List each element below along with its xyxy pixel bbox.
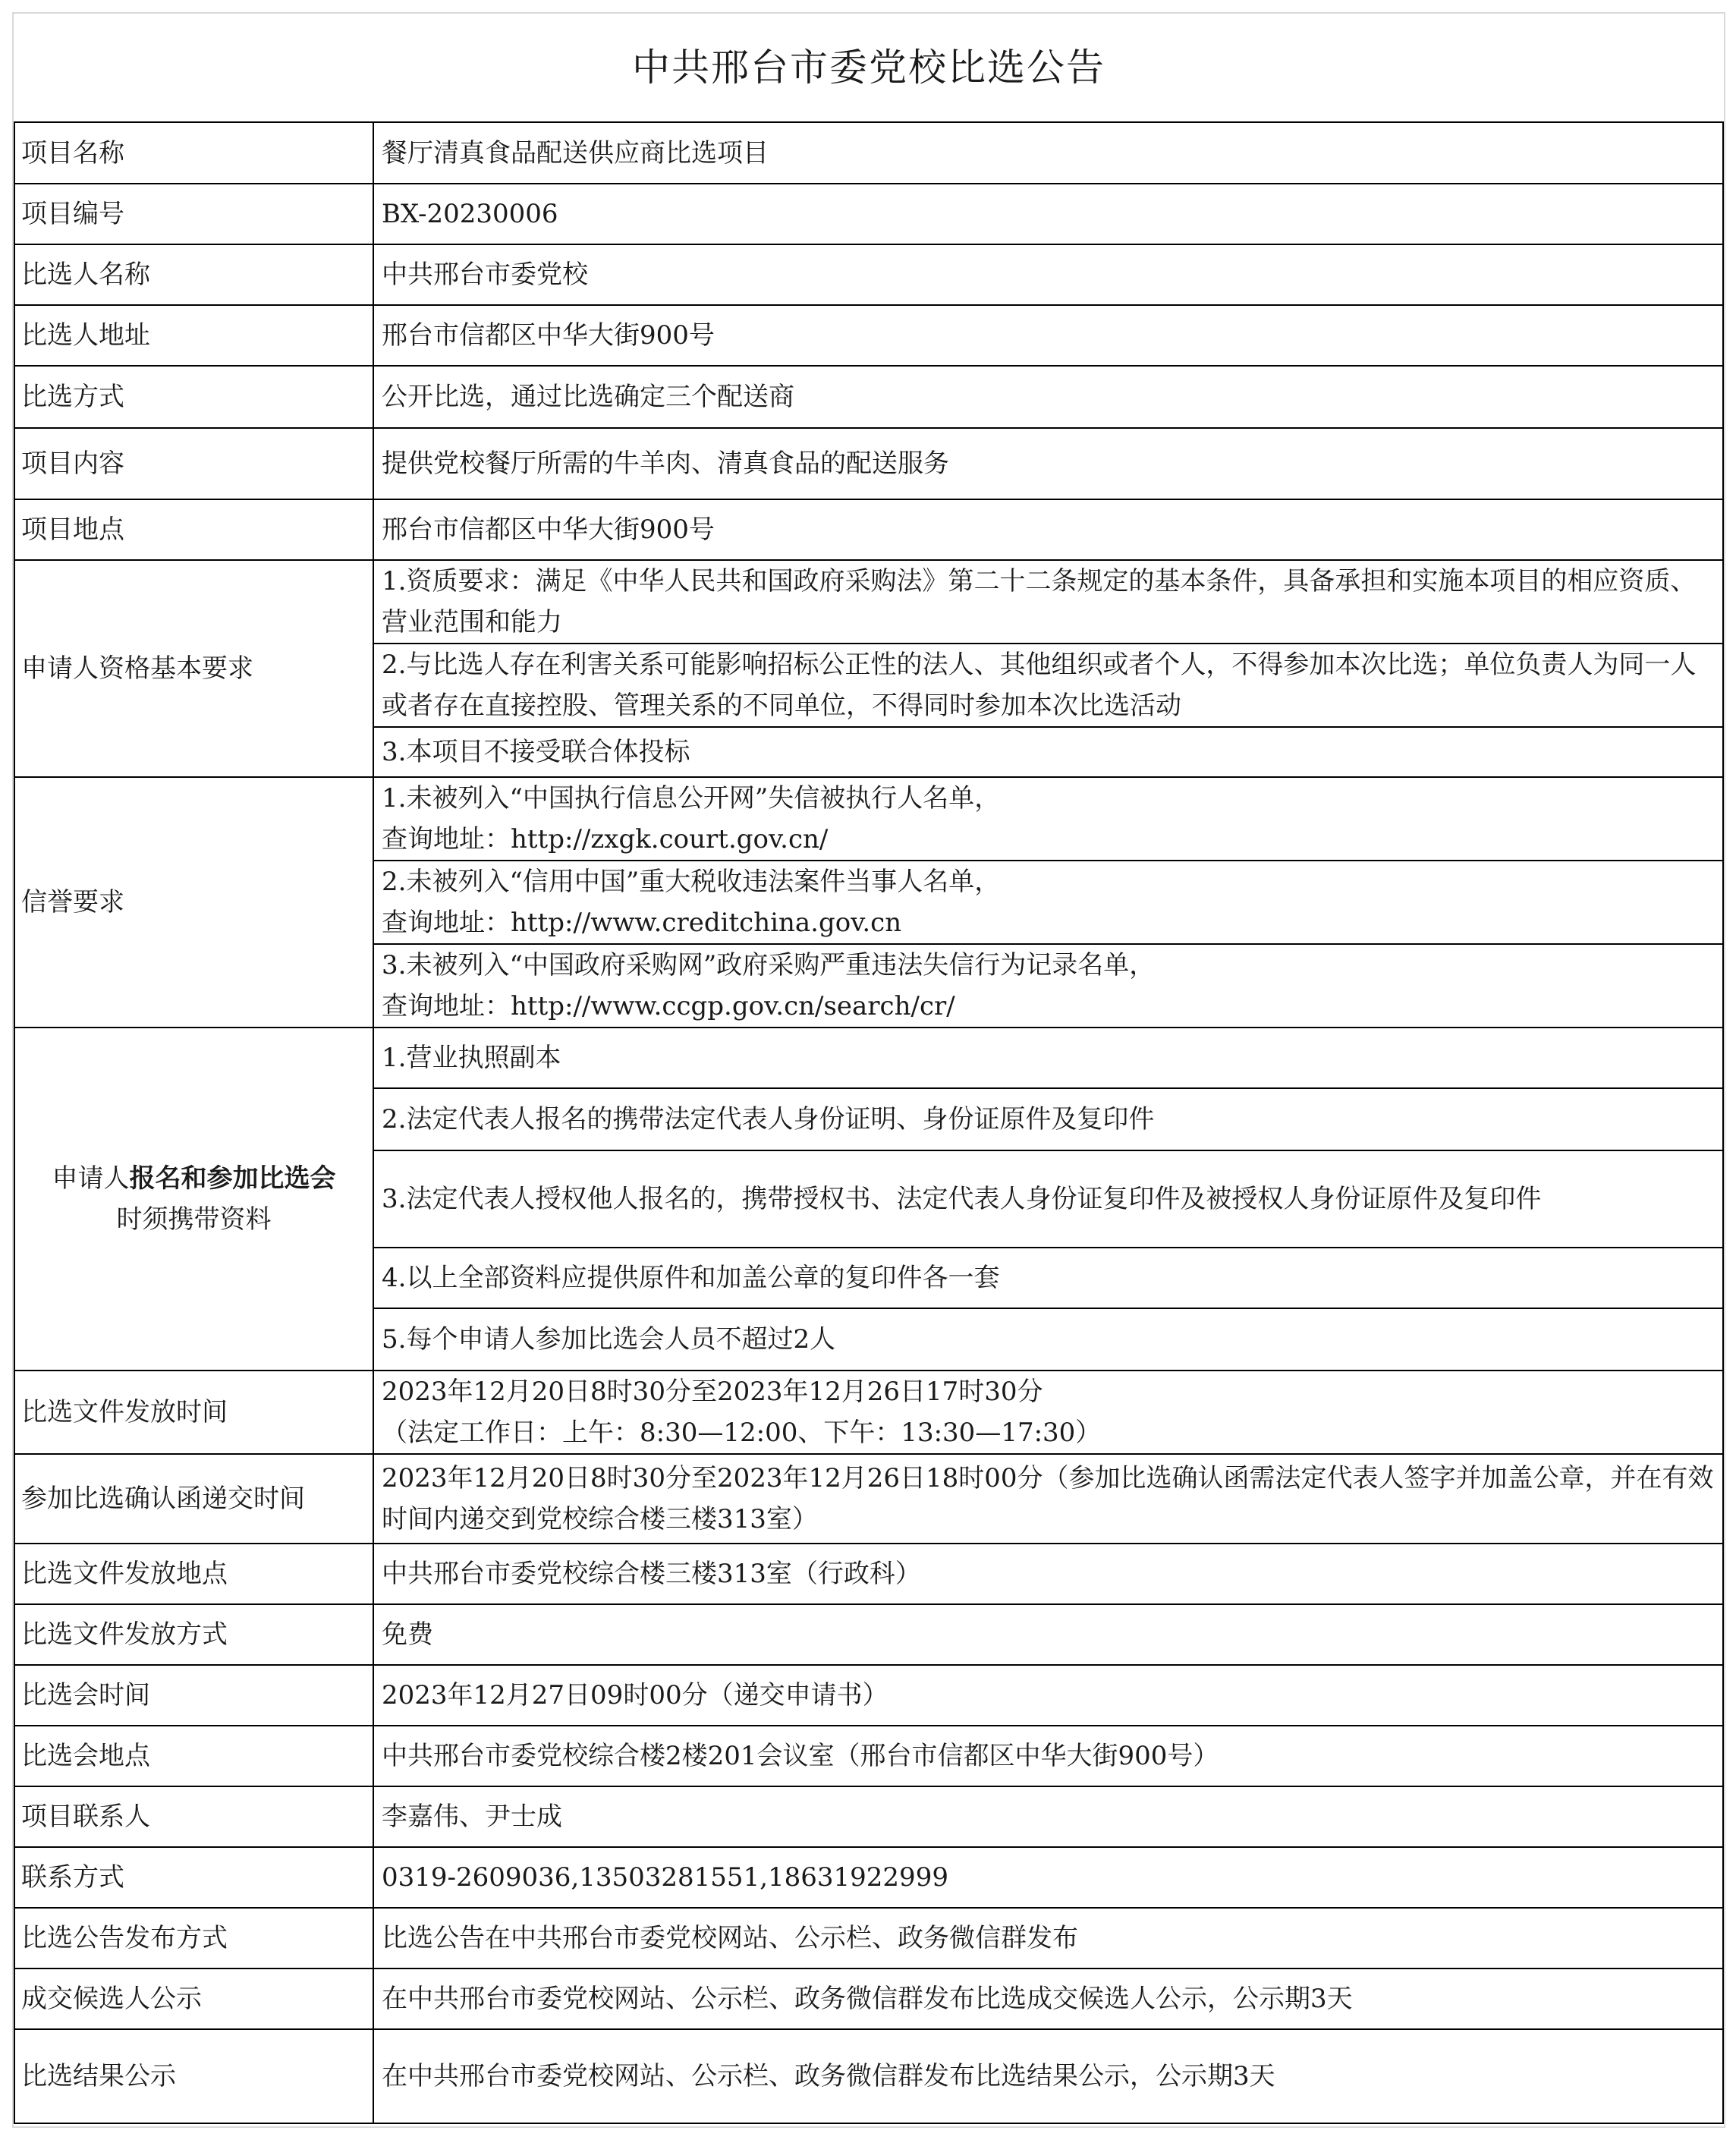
row-label: 比选会地点	[14, 1726, 373, 1786]
table-row	[14, 428, 1723, 499]
credit-item-text: 2.未被列入“信用中国”重大税收违法案件当事人名单，	[382, 867, 1001, 897]
table-row	[14, 1454, 1723, 1544]
table-row	[14, 244, 1723, 305]
row-label: 参加比选确认函递交时间	[14, 1454, 373, 1544]
row-value: 中共邢台市委党校综合楼2楼201会议室（邢台市信都区中华大街900号）	[373, 1726, 1723, 1786]
credit-item-url: 查询地址：http://www.ccgp.gov.cn/search/cr/	[382, 991, 955, 1021]
row-label: 比选结果公示	[14, 2029, 373, 2123]
row-label: 联系方式	[14, 1847, 373, 1908]
row-label: 比选文件发放地点	[14, 1544, 373, 1604]
row-value: 在中共邢台市委党校网站、公示栏、政务微信群发布比选成交候选人公示，公示期3天	[373, 1968, 1723, 2029]
materials-item: 4.以上全部资料应提供原件和加盖公章的复印件各一套	[373, 1248, 1723, 1308]
row-value: 李嘉伟、尹士成	[373, 1786, 1723, 1847]
row-label: 项目编号	[14, 184, 373, 244]
row-value: 0319-2609036,13503281551,18631922999	[373, 1847, 1723, 1908]
row-label: 信誉要求	[14, 777, 373, 1028]
row-label: 申请人资格基本要求	[14, 560, 373, 777]
table-row	[14, 1371, 1723, 1454]
credit-item	[373, 944, 1723, 1028]
row-label: 成交候选人公示	[14, 1968, 373, 2029]
row-value: 餐厅清真食品配送供应商比选项目	[373, 122, 1723, 184]
table-row	[14, 1544, 1723, 1604]
row-value: BX-20230006	[373, 184, 1723, 244]
row-value: 邢台市信都区中华大街900号	[373, 305, 1723, 366]
credit-item-text: 1.未被列入“中国执行信息公开网”失信被执行人名单，	[382, 783, 1001, 814]
table-row	[14, 122, 1723, 184]
row-value: 免费	[373, 1604, 1723, 1665]
qualification-item: 2.与比选人存在利害关系可能影响招标公正性的法人、其他组织或者个人，不得参加本次比选；单位负责人为同一人或者存在直接控股、管理关系的不同单位，不得同时参加本次比选活动	[373, 644, 1723, 727]
row-value: 2023年12月27日09时00分（递交申请书）	[373, 1665, 1723, 1726]
table-row	[14, 1604, 1723, 1665]
table-row	[14, 305, 1723, 366]
row-label: 比选文件发放方式	[14, 1604, 373, 1665]
table-row	[14, 2029, 1723, 2123]
materials-label-a: 申请人	[52, 1163, 130, 1194]
row-label: 比选公告发布方式	[14, 1908, 373, 1968]
table-row	[14, 499, 1723, 560]
table-row	[14, 777, 1723, 861]
table-row	[14, 1968, 1723, 2029]
row-value: 邢台市信都区中华大街900号	[373, 499, 1723, 560]
page-title: 中共邢台市委党校比选公告	[632, 46, 1105, 90]
row-label: 项目内容	[14, 428, 373, 499]
row-value: 中共邢台市委党校综合楼三楼313室（行政科）	[373, 1544, 1723, 1604]
row-label: 比选方式	[14, 366, 373, 428]
row-value: 公开比选，通过比选确定三个配送商	[373, 366, 1723, 428]
row-label: 项目名称	[14, 122, 373, 184]
row-label	[14, 1028, 373, 1371]
credit-item-url: 查询地址：http://zxgk.court.gov.cn/	[382, 824, 829, 854]
row-value: 2023年12月20日8时30分至2023年12月26日18时00分（参加比选确认函需法定代表人签字并加盖公章，并在有效时间内递交到党校综合楼三楼313室）	[373, 1454, 1723, 1544]
table-row	[14, 366, 1723, 428]
row-value: 提供党校餐厅所需的牛羊肉、清真食品的配送服务	[373, 428, 1723, 499]
row-value: 比选公告在中共邢台市委党校网站、公示栏、政务微信群发布	[373, 1908, 1723, 1968]
row-value: 在中共邢台市委党校网站、公示栏、政务微信群发布比选结果公示，公示期3天	[373, 2029, 1723, 2123]
row-value: 中共邢台市委党校	[373, 244, 1723, 305]
credit-item-url: 查询地址：http://www.creditchina.gov.cn	[382, 908, 902, 938]
row-label: 比选文件发放时间	[14, 1371, 373, 1454]
table-row	[14, 1726, 1723, 1786]
row-label: 项目联系人	[14, 1786, 373, 1847]
materials-item: 5.每个申请人参加比选会人员不超过2人	[373, 1308, 1723, 1371]
table-row	[14, 1028, 1723, 1088]
row-label: 比选会时间	[14, 1665, 373, 1726]
row-label: 比选人地址	[14, 305, 373, 366]
credit-item-text: 3.未被列入“中国政府采购网”政府采购严重违法失信行为记录名单，	[382, 950, 1156, 980]
row-label: 比选人名称	[14, 244, 373, 305]
credit-item	[373, 861, 1723, 944]
doc-time-hours: （法定工作日：上午：8:30—12:00、下午：13:30—17:30）	[382, 1418, 1102, 1448]
materials-label-b: 报名和参加比选会	[129, 1163, 336, 1194]
table-row	[14, 1665, 1723, 1726]
row-label: 项目地点	[14, 499, 373, 560]
qualification-item: 3.本项目不接受联合体投标	[373, 727, 1723, 777]
materials-label-c: 时须携带资料	[116, 1204, 272, 1235]
table-row	[14, 1908, 1723, 1968]
table-row	[14, 1847, 1723, 1908]
doc-time-line: 2023年12月20日8时30分至2023年12月26日17时30分	[382, 1377, 1043, 1407]
credit-item	[373, 777, 1723, 861]
materials-item: 3.法定代表人授权他人报名的，携带授权书、法定代表人身份证复印件及被授权人身份证原件及复印件	[373, 1150, 1723, 1248]
table-row	[14, 184, 1723, 244]
materials-item: 1.营业执照副本	[373, 1028, 1723, 1088]
table-row	[14, 1786, 1723, 1847]
announcement-table	[14, 121, 1724, 2124]
qualification-item: 1.资质要求：满足《中华人民共和国政府采购法》第二十二条规定的基本条件，具备承担和实施本项目的相应资质、营业范围和能力	[373, 560, 1723, 644]
row-value	[373, 1371, 1723, 1454]
table-row	[14, 560, 1723, 644]
materials-item: 2.法定代表人报名的携带法定代表人身份证明、身份证原件及复印件	[373, 1088, 1723, 1150]
